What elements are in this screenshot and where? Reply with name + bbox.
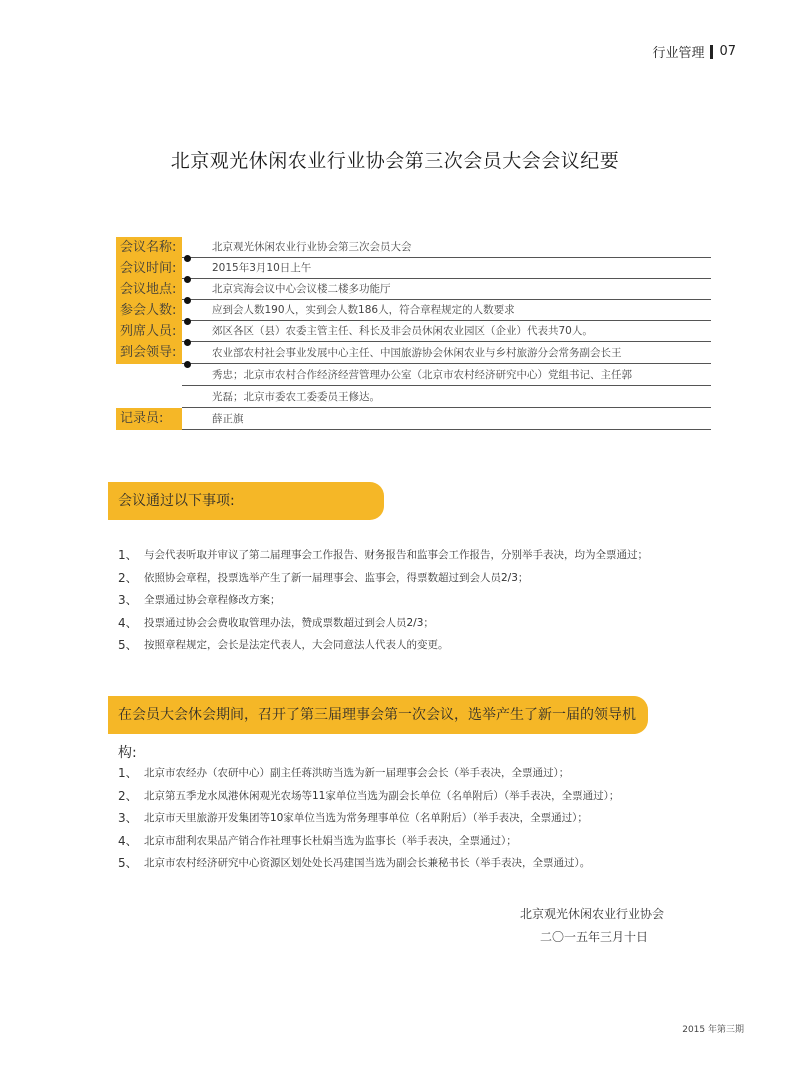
item-number: 1、 xyxy=(118,548,138,562)
item-text: 投票通过协会会费收取管理办法，赞成票数超过到会人员2/3； xyxy=(144,616,434,629)
list-item xyxy=(118,830,758,853)
item-number: 4、 xyxy=(118,615,138,630)
info-row xyxy=(116,364,711,386)
list-item xyxy=(118,612,758,635)
leadership-list xyxy=(118,762,758,875)
info-value: 应到会人数190人，实到会人数186人，符合章程规定的人数要求 xyxy=(182,300,711,321)
info-label: 会议时间: xyxy=(116,258,182,279)
info-label: 参会人数: xyxy=(116,300,182,321)
item-number: 1、 xyxy=(118,766,138,780)
info-row xyxy=(116,237,711,258)
info-value: 郊区各区（县）农委主管主任、科长及非会员休闲农业园区（企业）代表共70人。 xyxy=(182,321,711,342)
info-label xyxy=(116,364,182,386)
page-number: 07 xyxy=(719,44,736,59)
info-row xyxy=(116,386,711,408)
item-number: 5、 xyxy=(118,638,138,652)
info-value: 光磊；北京市委农工委委员王修达。 xyxy=(182,386,711,408)
item-text: 北京市农村经济研究中心资源区划处处长冯建国当选为副会长兼秘书长（举手表决，全票通过）。 xyxy=(144,857,591,869)
info-value: 秀忠；北京市农村合作经济经营管理办公室（北京市农村经济研究中心）党组书记、主任郭 xyxy=(182,364,711,386)
item-text: 按照章程规定，会长是法定代表人，大会同意法人代表人的变更。 xyxy=(144,639,449,651)
item-number: 4、 xyxy=(118,833,138,848)
item-text: 北京第五季龙水凤港休闲观光农场等11家单位当选为副会长单位（名单附后）（举手表决，全票通过）； xyxy=(144,789,620,802)
info-label xyxy=(116,386,182,408)
info-row xyxy=(116,300,711,321)
issue-footer: 2015 年第三期 xyxy=(682,1025,744,1035)
list-item xyxy=(118,852,758,875)
item-text: 北京市天里旅游开发集团等10家单位当选为常务理事单位（名单附后）（举手表决，全票通过）； xyxy=(144,812,588,824)
info-row xyxy=(116,279,711,300)
item-text: 全票通过协会章程修改方案； xyxy=(144,594,281,606)
item-number: 3、 xyxy=(118,593,138,607)
signature-organization: 北京观光休闲农业行业协会 xyxy=(520,907,665,921)
info-label: 会议名称: xyxy=(116,237,182,258)
list-item xyxy=(118,544,758,567)
item-number: 2、 xyxy=(118,570,138,585)
info-value: 薛正旗 xyxy=(182,408,711,430)
info-value: 北京观光休闲农业行业协会第三次会员大会 xyxy=(182,237,711,258)
info-label: 记录员: xyxy=(116,408,182,430)
document-title: 北京观光休闲农业行业协会第三次会员大会会议纪要 xyxy=(170,150,620,172)
info-label: 列席人员: xyxy=(116,321,182,342)
info-row xyxy=(116,342,711,364)
item-number: 5、 xyxy=(118,856,138,870)
info-label: 会议地点: xyxy=(116,279,182,300)
list-item xyxy=(118,785,758,808)
item-text: 与会代表听取并审议了第二届理事会工作报告、财务报告和监事会工作报告，分别举手表决，均为全票通过； xyxy=(144,549,648,561)
item-text: 依照协会章程，投票选举产生了新一届理事会、监事会，得票数超过到会人员2/3； xyxy=(144,571,529,584)
item-number: 2、 xyxy=(118,788,138,803)
signature-date: 二〇一五年三月十日 xyxy=(540,930,649,944)
list-item xyxy=(118,807,758,830)
info-row xyxy=(116,408,711,430)
info-label: 到会领导: xyxy=(116,342,182,364)
info-value: 农业部农村社会事业发展中心主任、中国旅游协会休闲农业与乡村旅游分会常务副会长王 xyxy=(182,342,711,364)
item-text: 北京市农经办（农研中心）副主任蒋洪昉当选为新一届理事会会长（举手表决，全票通过）； xyxy=(144,767,570,779)
list-item xyxy=(118,567,758,590)
section-name: 行业管理 xyxy=(652,46,705,61)
page-header xyxy=(652,42,736,61)
section-heading-leadership: 在会员大会休会期间，召开了第三届理事会第一次会议，选举产生了新一届的领导机构: xyxy=(108,696,648,734)
header-divider xyxy=(710,45,713,59)
resolutions-list xyxy=(118,544,758,657)
list-item xyxy=(118,762,758,785)
list-item xyxy=(118,589,758,612)
item-text: 北京市甜利农果品产销合作社理事长杜娟当选为监事长（举手表决，全票通过）； xyxy=(144,834,517,847)
section-heading-resolutions: 会议通过以下事项: xyxy=(108,482,384,520)
item-number: 3、 xyxy=(118,811,138,825)
meeting-info-table xyxy=(116,237,711,430)
info-row xyxy=(116,321,711,342)
list-item xyxy=(118,634,758,657)
info-value: 北京宾海会议中心会议楼二楼多功能厅 xyxy=(182,279,711,300)
info-value: 2015年3月10日上午 xyxy=(182,258,711,279)
info-row xyxy=(116,258,711,279)
